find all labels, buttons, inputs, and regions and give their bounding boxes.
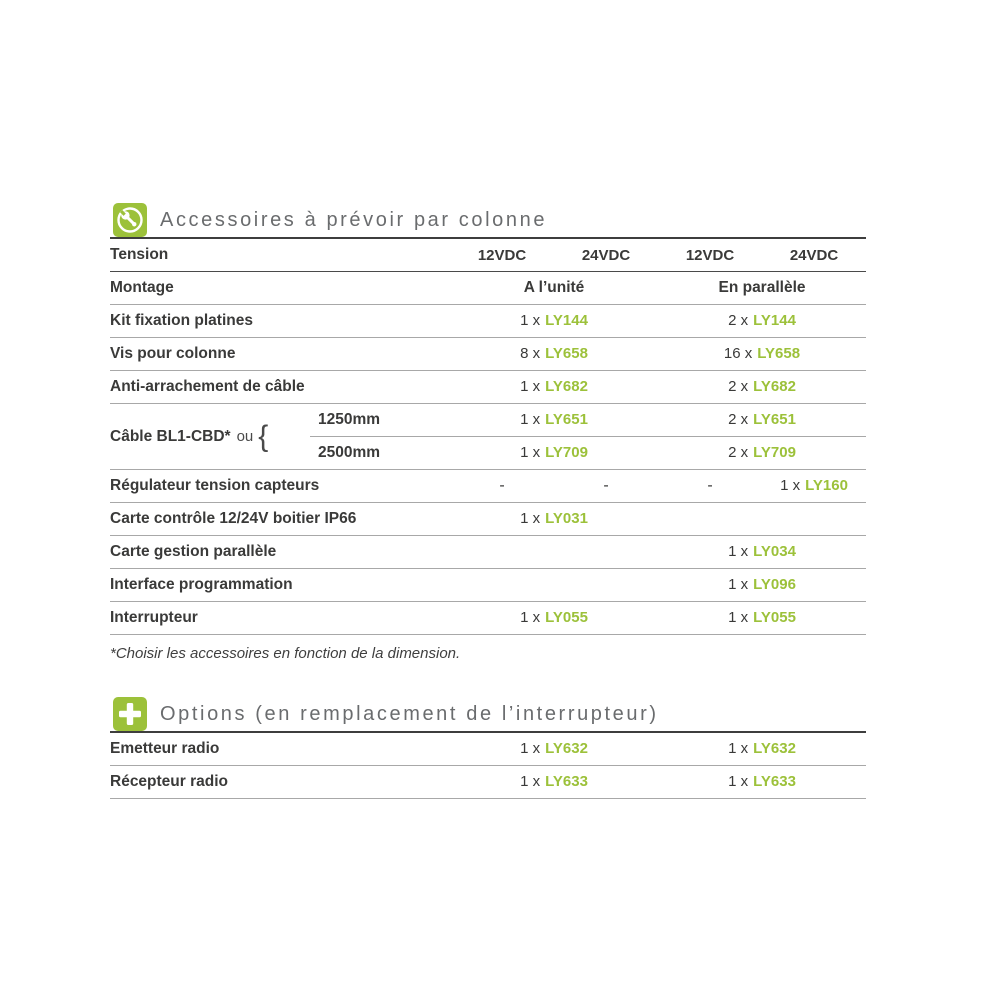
product-code: LY682 (545, 378, 588, 395)
product-code: LY658 (545, 345, 588, 362)
tension-header-row (110, 239, 866, 272)
row-label: Interface programmation (110, 576, 293, 593)
product-code: LY144 (545, 312, 588, 329)
unit-value (450, 773, 658, 791)
empty-value-dash: - (499, 477, 505, 494)
cable-subrow-1250 (310, 404, 866, 437)
options-section-header (113, 697, 659, 731)
accessories-section-title: Accessoires à prévoir par colonne (160, 208, 548, 231)
quantity: 1 x (780, 477, 801, 494)
tension-label: Tension (110, 246, 169, 263)
cable-subrows (310, 404, 866, 469)
table-row-cable (110, 404, 866, 470)
row-label: Interrupteur (110, 609, 198, 626)
row-label: Kit fixation platines (110, 312, 253, 329)
cable-size: 2500mm (318, 443, 381, 461)
table-row-emetteur (110, 733, 866, 766)
table-row-interface (110, 569, 866, 602)
parallel-value (658, 411, 866, 429)
table-row-carte-gestion (110, 536, 866, 569)
table-row-vis-colonne (110, 338, 866, 371)
parallel-value (658, 378, 866, 396)
row-label: Régulateur tension capteurs (110, 477, 320, 494)
cable-label-group (110, 404, 310, 469)
col-header-24vdc-parallel: 24VDC (789, 246, 839, 264)
plus-icon (113, 697, 147, 731)
quantity: 16 x (723, 345, 753, 362)
parallel-value (658, 576, 866, 594)
cable-size: 1250mm (318, 410, 381, 428)
product-code: LY055 (753, 609, 796, 626)
product-code: LY651 (753, 410, 796, 428)
quantity: 1 x (520, 510, 541, 527)
product-code: LY709 (753, 443, 796, 461)
quantity: 8 x (520, 345, 541, 362)
unit-value (450, 345, 658, 363)
parallel-value (658, 345, 866, 363)
row-label: Carte gestion parallèle (110, 543, 277, 560)
quantity: 2 x (728, 312, 749, 329)
product-code: LY160 (805, 477, 848, 494)
accessories-section-header (113, 203, 547, 237)
quantity: 1 x (728, 773, 749, 790)
product-code: LY651 (545, 410, 588, 428)
row-label: Vis pour colonne (110, 345, 236, 362)
col-header-24vdc-unit: 24VDC (581, 246, 631, 264)
montage-row (110, 272, 866, 305)
unit-value (450, 378, 658, 396)
col-header-12vdc-parallel: 12VDC (685, 246, 735, 264)
product-code: LY658 (757, 345, 801, 362)
cable-subrow-2500 (310, 437, 866, 470)
quantity: 2 x (728, 378, 749, 395)
empty-value-dash: - (603, 477, 609, 494)
product-code: LY633 (545, 773, 588, 790)
product-code: LY034 (753, 543, 796, 560)
quantity: 1 x (728, 543, 749, 560)
cable-connector: ou (236, 428, 254, 445)
unit-value (450, 444, 658, 462)
options-section-title: Options (en remplacement de l’interrupteur) (160, 702, 659, 725)
quantity: 2 x (728, 410, 749, 428)
unit-value (450, 312, 658, 330)
empty-value-dash: - (707, 477, 713, 494)
parallel-value (658, 609, 866, 627)
product-code: LY144 (753, 312, 796, 329)
table-row-carte-controle (110, 503, 866, 536)
col-header-12vdc-unit: 12VDC (477, 246, 527, 264)
unit-value (450, 609, 658, 627)
wrench-icon (113, 203, 147, 237)
table-row-recepteur (110, 766, 866, 799)
quantity: 1 x (520, 773, 541, 790)
quantity: 1 x (520, 740, 541, 757)
row-label: Carte contrôle 12/24V boitier IP66 (110, 510, 357, 527)
row-label: Récepteur radio (110, 773, 229, 790)
product-code: LY709 (545, 443, 588, 461)
product-code: LY031 (545, 510, 588, 527)
parallel-value (658, 312, 866, 330)
product-code: LY096 (753, 576, 796, 593)
quantity: 1 x (728, 609, 749, 626)
parallel-value (658, 543, 866, 561)
row-label: Emetteur radio (110, 740, 220, 757)
product-code: LY632 (545, 740, 588, 757)
quantity: 1 x (520, 312, 541, 329)
unit-value (450, 411, 658, 429)
montage-parallel: En parallèle (718, 279, 806, 296)
parallel-value (658, 444, 866, 462)
quantity: 1 x (728, 740, 749, 757)
brace-glyph: { (258, 419, 269, 453)
accessories-table (110, 237, 866, 635)
footnote: *Choisir les accessoires en fonction de la dimension. (110, 645, 461, 662)
product-code: LY682 (753, 378, 796, 395)
quantity: 1 x (520, 378, 541, 395)
quantity: 1 x (520, 410, 541, 428)
table-row-kit-fixation (110, 305, 866, 338)
quantity: 1 x (520, 443, 541, 461)
parallel-value (658, 773, 866, 791)
montage-unit: A l’unité (523, 279, 585, 296)
table-row-regulateur (110, 470, 866, 503)
row-label: Anti-arrachement de câble (110, 378, 305, 395)
montage-label: Montage (110, 279, 174, 296)
quantity: 1 x (520, 609, 541, 626)
options-table (110, 731, 866, 799)
quantity: 1 x (728, 576, 749, 593)
parallel-24v-value (762, 477, 866, 495)
unit-value (450, 740, 658, 758)
unit-value (450, 510, 658, 528)
product-code: LY055 (545, 609, 588, 626)
product-code: LY632 (753, 740, 796, 757)
table-row-anti-arrachement (110, 371, 866, 404)
table-row-interrupteur (110, 602, 866, 635)
product-code: LY633 (753, 773, 796, 790)
quantity: 2 x (728, 443, 749, 461)
row-label: Câble BL1-CBD* (110, 427, 231, 445)
parallel-value (658, 740, 866, 758)
